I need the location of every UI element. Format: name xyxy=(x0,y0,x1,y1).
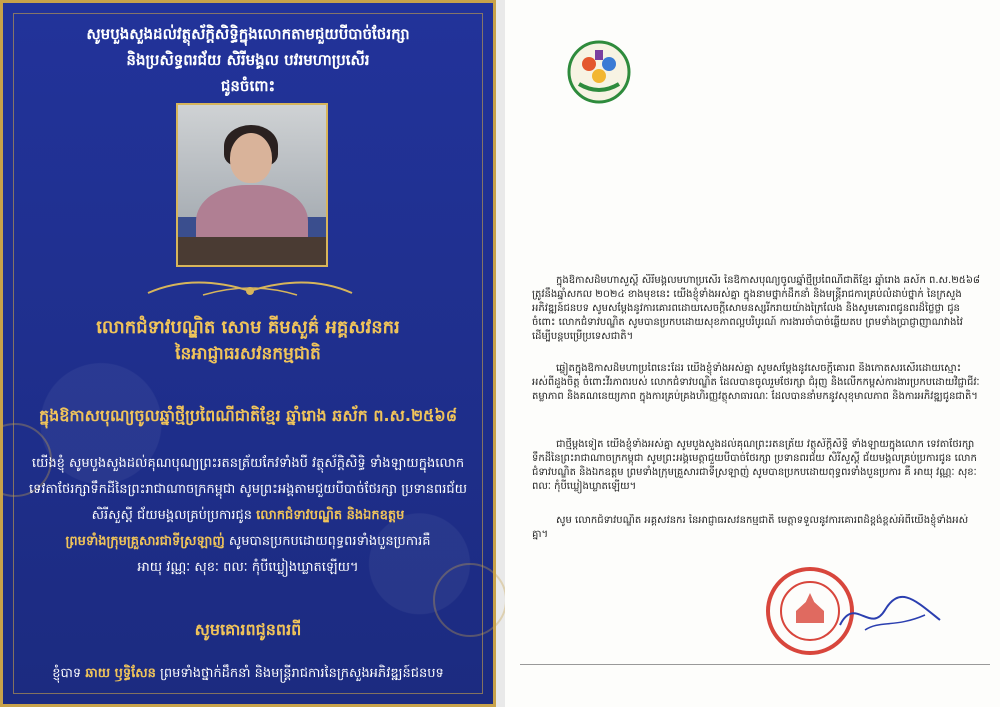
gold-flourish-ornament xyxy=(143,273,357,303)
card-body-text: សូមបានប្រកបដោយពុទ្ធពរទាំងបួនប្រការគឺ xyxy=(228,534,431,549)
signer-prefix: ខ្ញុំបាទ xyxy=(52,666,82,681)
greeting-line-2: និងប្រសិទ្ធពរជ័យ សិរីមង្គល បវរមហាប្រសើរ xyxy=(126,51,370,69)
letter-paragraph-1: ក្នុងឱកាសដ៏មហាសួស្តី សិរីមង្គលមហាប្រសើរ នៃឱកាសបុណ្យចូលឆ្នាំថ្មីប្រពៃណីជាតិខ្មែរ ឆ្នាំរោង ឆស័ក ព.ស.២៥៦៨ ត្រូវនឹងឆ្នាំសកល ២០២៤ ខាងមុខនេះ យើងខ្ញុំទាំងអស់គ្នា ក្នុងនាមថ្នាក់ដឹកនាំ និងមន្ត្រីរាជការគ្រប់លំដាប់ថ្នាក់ នៃក្រសួងអភិវឌ្ឍន៍ជនបទ សូមសម្តែងនូវការគោរពដោយសេចក្តីសោមនស្សរីករាយយ៉ាងក្រៃលែង និងសូមគោរពជូនពរដ៏ថ្លៃថ្លា ជូនចំពោះ លោកជំទាវបណ្ឌិត សូមបានប្រកបដោយសុខភាពល្អបរិបូរណ៍ ការងារចាំបាច់ឆ្លើយតប ព្រមទាំងប្រាជ្ញាញាណវាងវៃ ដើម្បីបន្តបម្រើប្រទេសជាតិ។ xyxy=(532,275,980,342)
card-body-text: សិរីសួស្តី ជ័យមង្គលគ្រប់ប្រការជូន xyxy=(91,508,252,523)
card-signer-line xyxy=(3,665,493,684)
signer-suffix: ព្រមទាំងថ្នាក់ដឹកនាំ និងមន្ត្រីរាជការនៃក្រសួងអភិវឌ្ឍន៍ជនបទ xyxy=(160,666,444,681)
letter-paragraph-4: សូម លោកជំទាវបណ្ឌិត អគ្គសវនករ នៃអាជ្ញាធរសវនកម្មជាតិ មេត្តាទទួលនូវការគោរពដ៏ខ្ពង់ខ្ពស់អំពីយើងខ្ញុំទាំងអស់គ្នា។ xyxy=(532,515,969,540)
handwritten-signature xyxy=(835,590,945,640)
ministry-logo-icon xyxy=(567,40,631,104)
letter-paragraph-3: ជាថ្មីម្តងទៀត យើងខ្ញុំទាំងអស់គ្នា សូមបួងសួងដល់គុណព្រះរតនត្រ័យ វត្ថុស័ក្តិសិទ្ធិ ទាំងឡាយក្នុងលោក ទេវតាថែរក្សាទឹកដីនៃព្រះរាជាណាចក្រកម្ពុជា សូមព្រះអង្គមេត្តាជួយបីបាច់ថែរក្សា ប្រទានពរជ័យ សិរីសួស្តី ជ័យមង្គលគ្រប់ប្រការជូន លោកជំទាវបណ្ឌិត និងឯកឧត្តម ព្រមទាំងក្រុមគ្រួសារជាទីស្រឡាញ់ សូមបានប្រកបដោយពុទ្ធពរទាំងបួនប្រការ គឺ អាយុ វណ្ណៈ សុខៈ ពលៈ កុំបីឃ្លៀងឃ្លាតឡើយ។ xyxy=(532,439,977,492)
card-body-highlight: ព្រមទាំងក្រុមគ្រួសារជាទីស្រឡាញ់ xyxy=(65,534,225,549)
card-body-line-1: យើងខ្ញុំ សូមបួងសួងដល់គុណបុណ្យព្រះរតនត្រ័យកែវទាំងបី វត្ថុស័ក្តិសិទ្ធិ ទាំងឡាយក្នុងលោក xyxy=(31,456,465,471)
card-body-line-4 xyxy=(3,533,493,552)
letter-paragraph-2: ឆ្លៀតក្នុងឱកាសដ៏មហាប្រពៃនេះដែរ យើងខ្ញុំទាំងអស់គ្នា សូមសម្តែងនូវសេចក្តីគោរព និងកោតសរសើរដោយស្មោះអស់ពីដួងចិត្ត ចំពោះវីរភាពរបស់ លោកជំទាវបណ្ឌិត ដែលបានចូលរួមថែរក្សា ជំរុញ និងលើកកម្ពស់ការងារប្រកបដោយវិជ្ជាជីវៈ តម្លាភាព និងគណនេយ្យភាព ក្នុងការគ្រប់គ្រងហិរញ្ញវត្ថុសាធារណៈ ដែលបាននាំមកនូវសុខុមាលភាព និងការអភិវឌ្ឍជូនជាតិ។ xyxy=(532,363,980,402)
occasion-title: ក្នុងឱកាសបុណ្យចូលឆ្នាំថ្មីប្រពៃណីជាតិខ្មែរ ឆ្នាំរោង ឆស័ក ព.ស.២៥៦៨ xyxy=(38,406,458,425)
card-body-highlight: លោកជំទាវបណ្ឌិត និងឯកឧត្តម xyxy=(256,508,405,523)
to-label: ជូនចំពោះ xyxy=(220,77,276,95)
greeting-line-1: សូមបួងសួងដល់វត្ថុស័ក្តិសិទ្ធិក្នុងលោកតាមជួយបីបាច់ថែរក្សា xyxy=(86,25,410,43)
card-body-line-5: អាយុ វណ្ណៈ សុខៈ ពលៈ កុំបីឃ្លៀងឃ្លាតឡើយ។ xyxy=(137,560,359,575)
card-body-line-3 xyxy=(3,507,493,526)
honoree-photo xyxy=(176,103,328,267)
respect-heading: សូមគោរពជូនពរពី xyxy=(194,620,302,639)
signer-name: ឆាយ ឫទ្ធិសែន xyxy=(85,666,156,681)
honoree-office: នៃអាជ្ញាធរសវនកម្មជាតិ xyxy=(175,344,321,364)
footer-divider xyxy=(520,664,990,665)
honoree-name: លោកជំទាវបណ្ឌិត សោម គីមសួគ៌ អគ្គសវនករ xyxy=(96,317,400,338)
greeting-card xyxy=(0,0,496,707)
card-body-line-2: ទេវតាថែរក្សាទឹកដីនៃព្រះរាជាណាចក្រកម្ពុជា សូមព្រះអង្គតាមជួយបីបាច់ថែរក្សា ប្រទានពរជ័យ xyxy=(28,482,467,497)
